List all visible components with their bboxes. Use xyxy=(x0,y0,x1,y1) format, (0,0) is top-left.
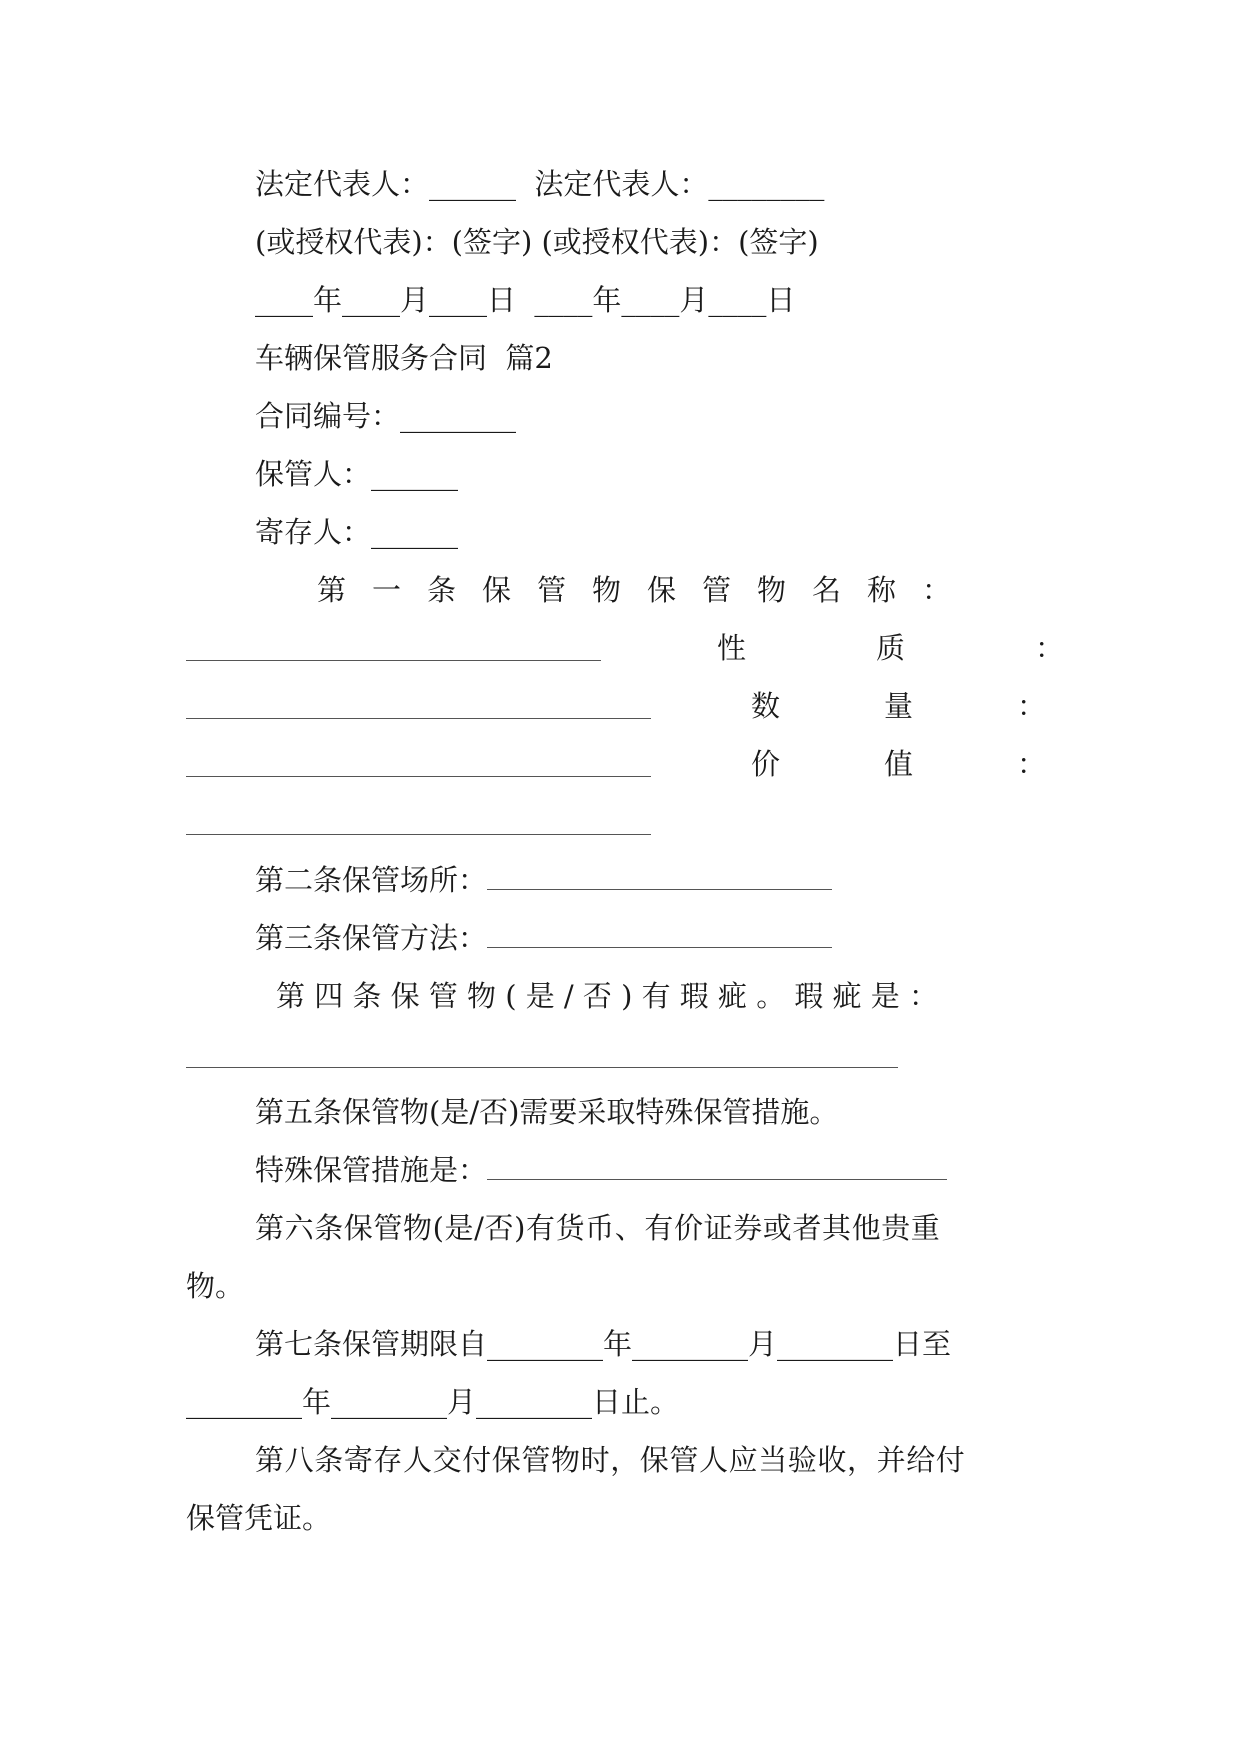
article2-place xyxy=(255,863,832,897)
article5-special: 第五条保管物(是/否)需要采取特殊保管措施。 xyxy=(255,1095,839,1129)
article2-blank xyxy=(487,889,832,890)
article4-blank xyxy=(186,1067,898,1068)
article2-label: 第二条保管场所： xyxy=(255,863,488,897)
article6-line2: 物。 xyxy=(186,1269,245,1303)
signature-row-sign: (或授权代表)：(签字) (或授权代表)：(签字) xyxy=(255,225,819,259)
article3-blank xyxy=(487,947,832,948)
special-measures xyxy=(255,1153,947,1187)
article6-line1: 第六条保管物(是/否)有货币、有价证券或者其他贵重 xyxy=(255,1211,941,1245)
custodian-line: 保管人：______ xyxy=(255,457,459,491)
article1-value-label: 价值： xyxy=(751,747,1151,781)
article3-label: 第三条保管方法： xyxy=(255,921,488,955)
special-measures-label: 特殊保管措施是： xyxy=(255,1153,488,1187)
signature-row-date: ____年____月____日 ____年____月____日 xyxy=(255,283,796,317)
article7-line2: ________年________月________日止。 xyxy=(186,1385,680,1419)
article8-line1: 第八条寄存人交付保管物时，保管人应当验收，并给付 xyxy=(255,1443,966,1477)
article8-line2: 保管凭证。 xyxy=(186,1501,332,1535)
article1-nature-label: 性质： xyxy=(717,631,1195,665)
article1-value-blank xyxy=(186,834,651,835)
article1-name-blank xyxy=(186,660,601,661)
article1-nature-blank xyxy=(186,718,651,719)
article1-name-label: 第一条保管物保管物名称： xyxy=(317,573,978,607)
article1-quantity-label: 数量： xyxy=(751,689,1151,723)
article3-method xyxy=(255,921,832,955)
article7-line1: 第七条保管期限自________年________月________日至 xyxy=(255,1327,952,1361)
special-measures-blank xyxy=(487,1179,947,1180)
article4-defect: 第四条保管物(是/否)有瑕疵。瑕疵是： xyxy=(276,979,948,1013)
contract-number: 合同编号：________ xyxy=(255,399,517,433)
contract-title: 车辆保管服务合同 篇2 xyxy=(255,341,553,375)
signature-row-representative: 法定代表人：______ 法定代表人：________ xyxy=(255,167,825,201)
depositor-line: 寄存人：______ xyxy=(255,515,459,549)
article1-quantity-blank xyxy=(186,776,651,777)
